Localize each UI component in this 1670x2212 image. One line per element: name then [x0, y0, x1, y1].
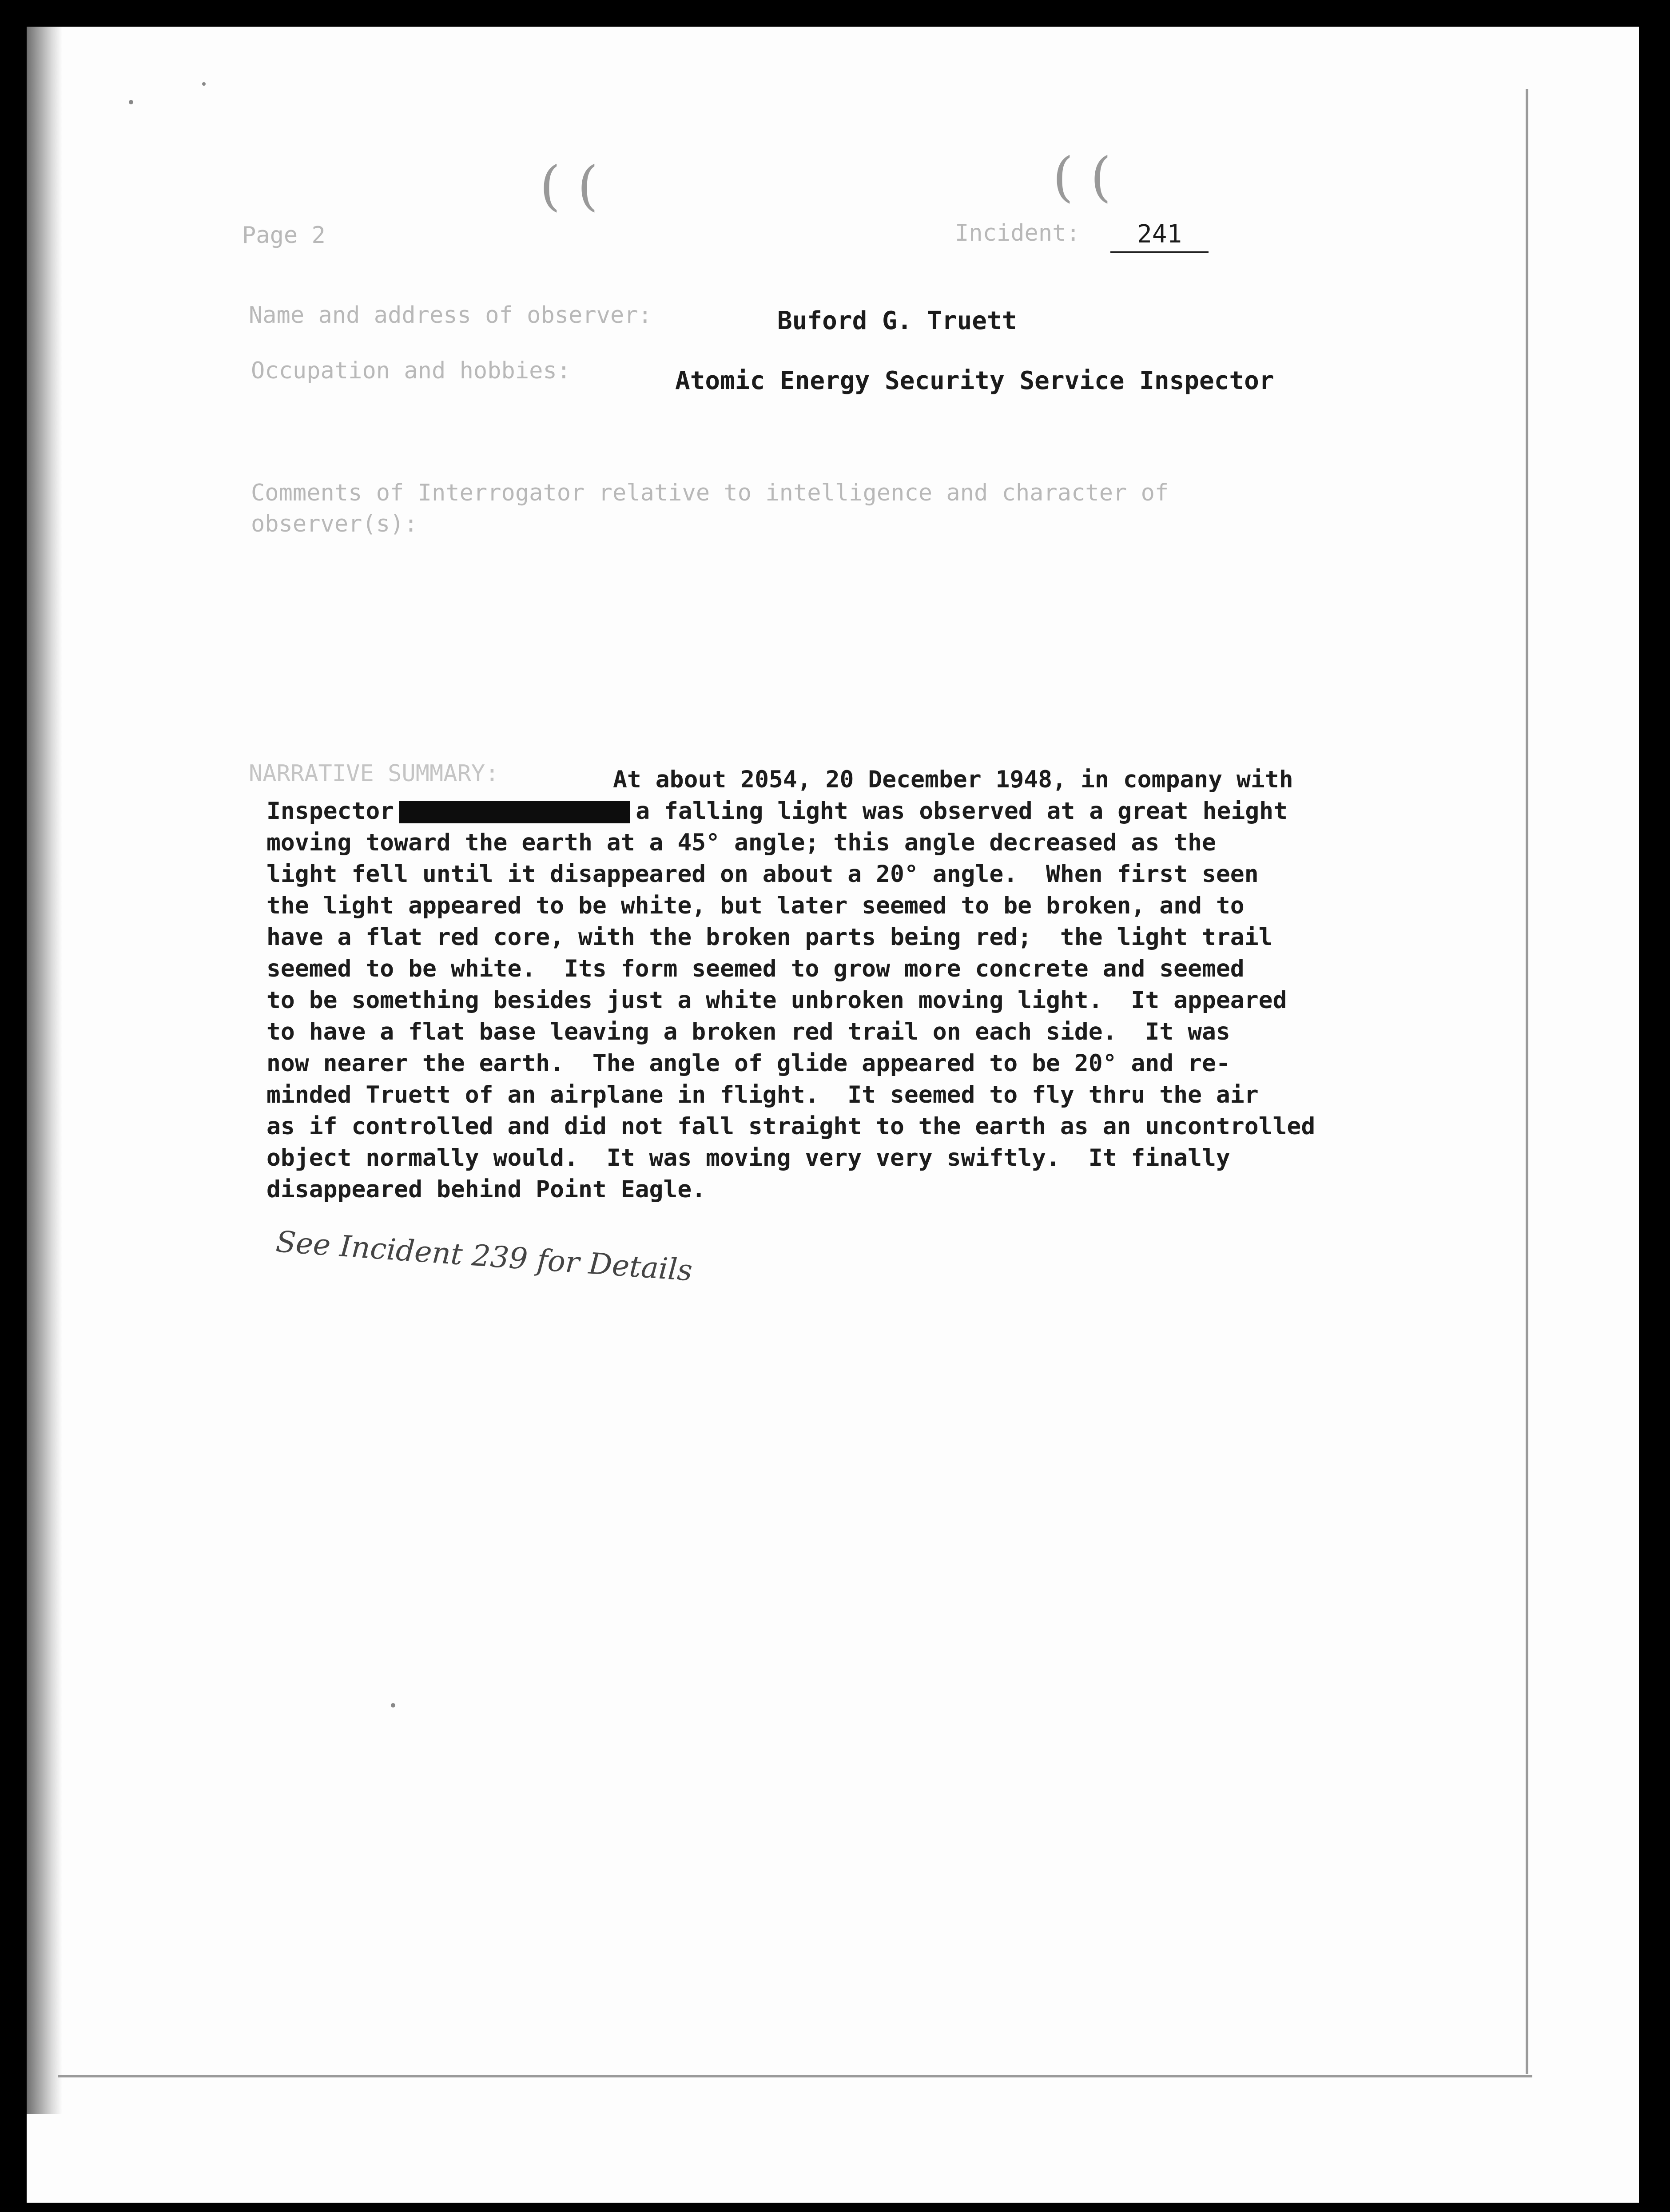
incident-number-value: 241 [1110, 220, 1209, 253]
narrative-line: At about 2054, 20 December 1948, in company with [613, 766, 1293, 793]
occupation-label: Occupation and hobbies: [251, 357, 571, 384]
narrative-line: disappeared behind Point Eagle. [266, 1176, 706, 1203]
narrative-line: object normally would. It was moving very very swiftly. It finally [266, 1144, 1230, 1172]
scan-speck [129, 100, 133, 104]
narrative-line [266, 795, 1443, 827]
narrative-text: a falling light was observed at a great height [636, 798, 1288, 825]
narrative-line: moving toward the earth at a 45° angle; this angle decreased as the [266, 829, 1216, 856]
punch-mark: ( ( [1053, 147, 1111, 208]
page-edge-bottom [58, 2075, 1532, 2077]
scan-speck [202, 82, 206, 86]
narrative-line: seemed to be white. Its form seemed to grow more concrete and seemed [266, 955, 1245, 982]
comments-label-line-1: Comments of Interrogator relative to intelligence and character of [251, 480, 1169, 506]
narrative-line: as if controlled and did not fall straight to the earth as an uncontrolled [266, 1113, 1316, 1140]
narrative-text: Inspector [266, 798, 394, 825]
incident-label: Incident: [955, 220, 1080, 246]
narrative-summary [266, 764, 1443, 1205]
narrative-line: to have a flat base leaving a broken red trail on each side. It was [266, 1018, 1230, 1045]
comments-label-line-2: observer(s): [251, 511, 418, 537]
scan-shadow [27, 27, 62, 2114]
narrative-line: minded Truett of an airplane in flight. It seemed to fly thru the air [266, 1081, 1259, 1108]
narrative-line: to be something besides just a white unbroken moving light. It appeared [266, 987, 1287, 1014]
scan-border [1639, 0, 1670, 2212]
narrative-line: now nearer the earth. The angle of glide appeared to be 20° and re- [266, 1050, 1230, 1077]
page-label: Page 2 [242, 222, 326, 249]
observer-label: Name and address of observer: [249, 302, 652, 329]
scan-speck [391, 1703, 395, 1708]
handwritten-note: See Incident 239 for Details [274, 1224, 694, 1288]
observer-value: Buford G. Truett [777, 306, 1017, 335]
punch-mark: ( ( [540, 155, 598, 217]
occupation-value: Atomic Energy Security Service Inspector [675, 366, 1274, 395]
narrative-line: have a flat red core, with the broken parts being red; the light trail [266, 924, 1273, 951]
redaction-bar [399, 801, 630, 823]
narrative-line: light fell until it disappeared on about a 20° angle. When first seen [266, 861, 1259, 888]
page-edge-right [1526, 89, 1528, 2074]
incident-number [1110, 220, 1209, 253]
narrative-label: NARRATIVE SUMMARY: [249, 760, 499, 787]
narrative-line: the light appeared to be white, but later seemed to be broken, and to [266, 892, 1245, 919]
